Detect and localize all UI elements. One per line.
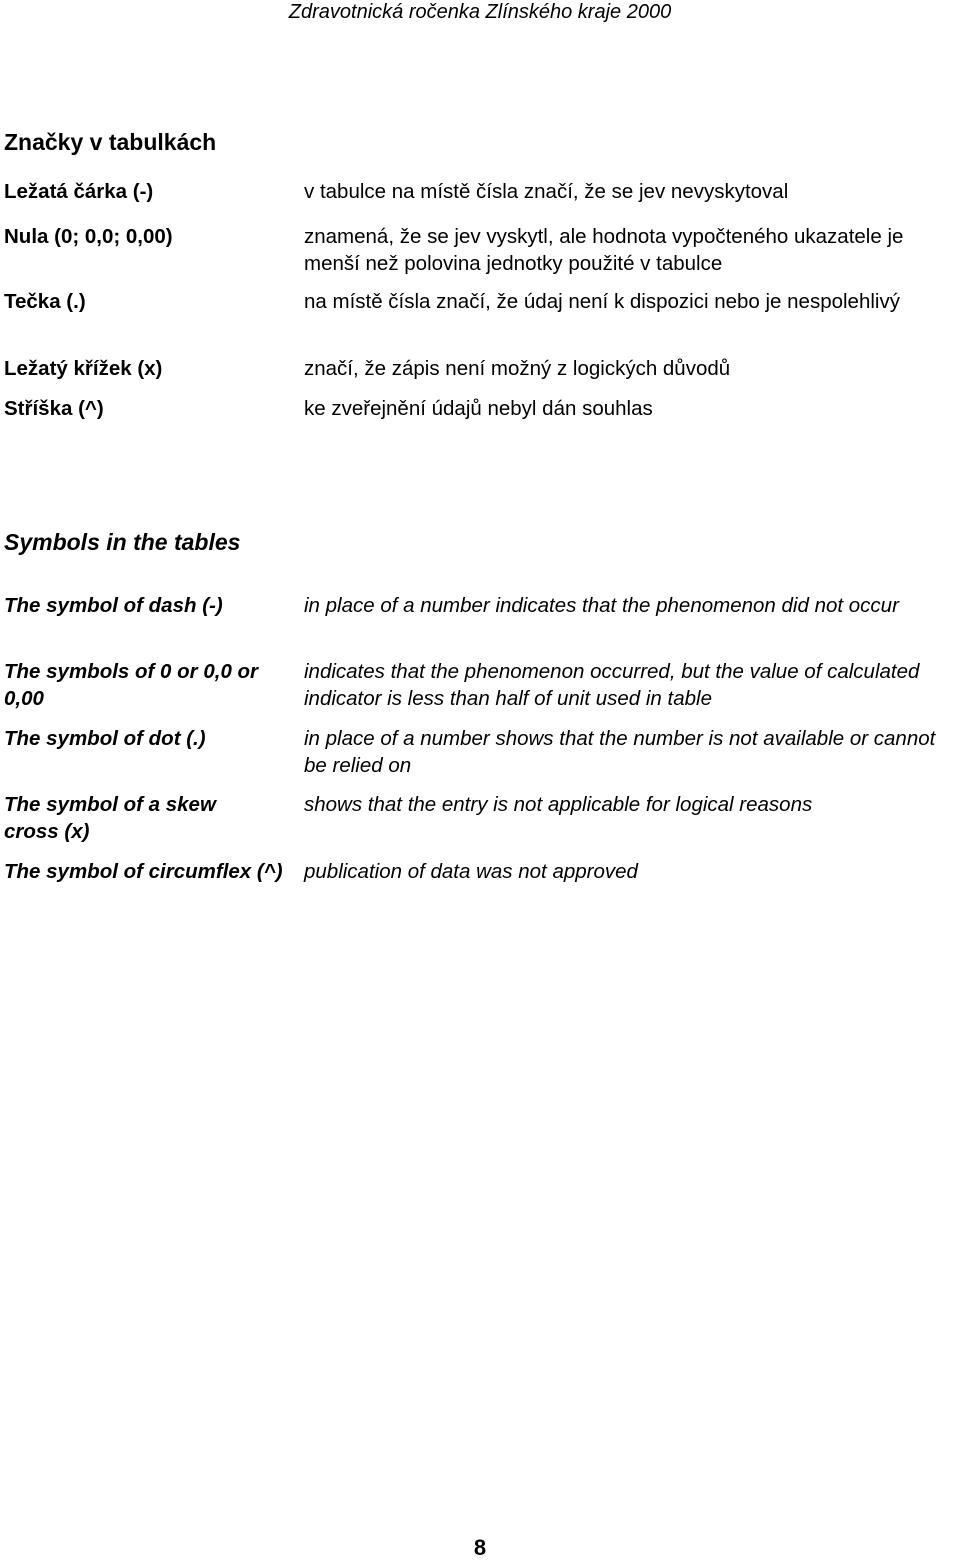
- term: The symbol of dot (.): [4, 727, 206, 750]
- term: Stříška (^): [4, 397, 104, 420]
- term: The symbol of a skew cross (x): [4, 793, 216, 843]
- term: The symbols of 0 or 0,0 or 0,00: [4, 660, 259, 710]
- term: The symbol of dash (-): [4, 594, 223, 617]
- description: shows that the entry is not applicable for logical reasons: [304, 793, 813, 816]
- description: publication of data was not approved: [304, 860, 638, 883]
- page-number: 8: [473, 1535, 487, 1560]
- description: na místě čísla značí, že údaj není k dispozici nebo je nespolehlivý: [304, 290, 900, 313]
- english-section-title: Symbols in the tables: [4, 529, 241, 555]
- english-symbols-section: [4, 528, 960, 556]
- description: indicates that the phenomenon occurred, but the value of calculated indicator is less than half of unit used in table: [304, 660, 920, 710]
- description: in place of a number indicates that the phenomenon did not occur: [304, 594, 899, 617]
- description: in place of a number shows that the number is not available or cannot be relied on: [304, 727, 936, 777]
- description: v tabulce na místě čísla značí, že se jev nevyskytoval: [304, 180, 789, 203]
- description: znamená, že se jev vyskytl, ale hodnota vypočteného ukazatele je menší než polovina jednotky použité v tabulce: [304, 225, 904, 275]
- term: Ležatá čárka (-): [4, 180, 154, 203]
- description: značí, že zápis není možný z logických důvodů: [304, 357, 731, 380]
- term: Nula (0; 0,0; 0,00): [4, 225, 173, 248]
- term: Tečka (.): [4, 290, 86, 313]
- czech-symbols-section: [4, 128, 960, 156]
- term: Ležatý křížek (x): [4, 357, 163, 380]
- term: The symbol of circumflex (^): [4, 860, 283, 883]
- czech-section-title: Značky v tabulkách: [4, 129, 217, 155]
- running-header: Zdravotnická ročenka Zlínského kraje 2000: [288, 1, 672, 23]
- description: ke zveřejnění údajů nebyl dán souhlas: [304, 397, 653, 420]
